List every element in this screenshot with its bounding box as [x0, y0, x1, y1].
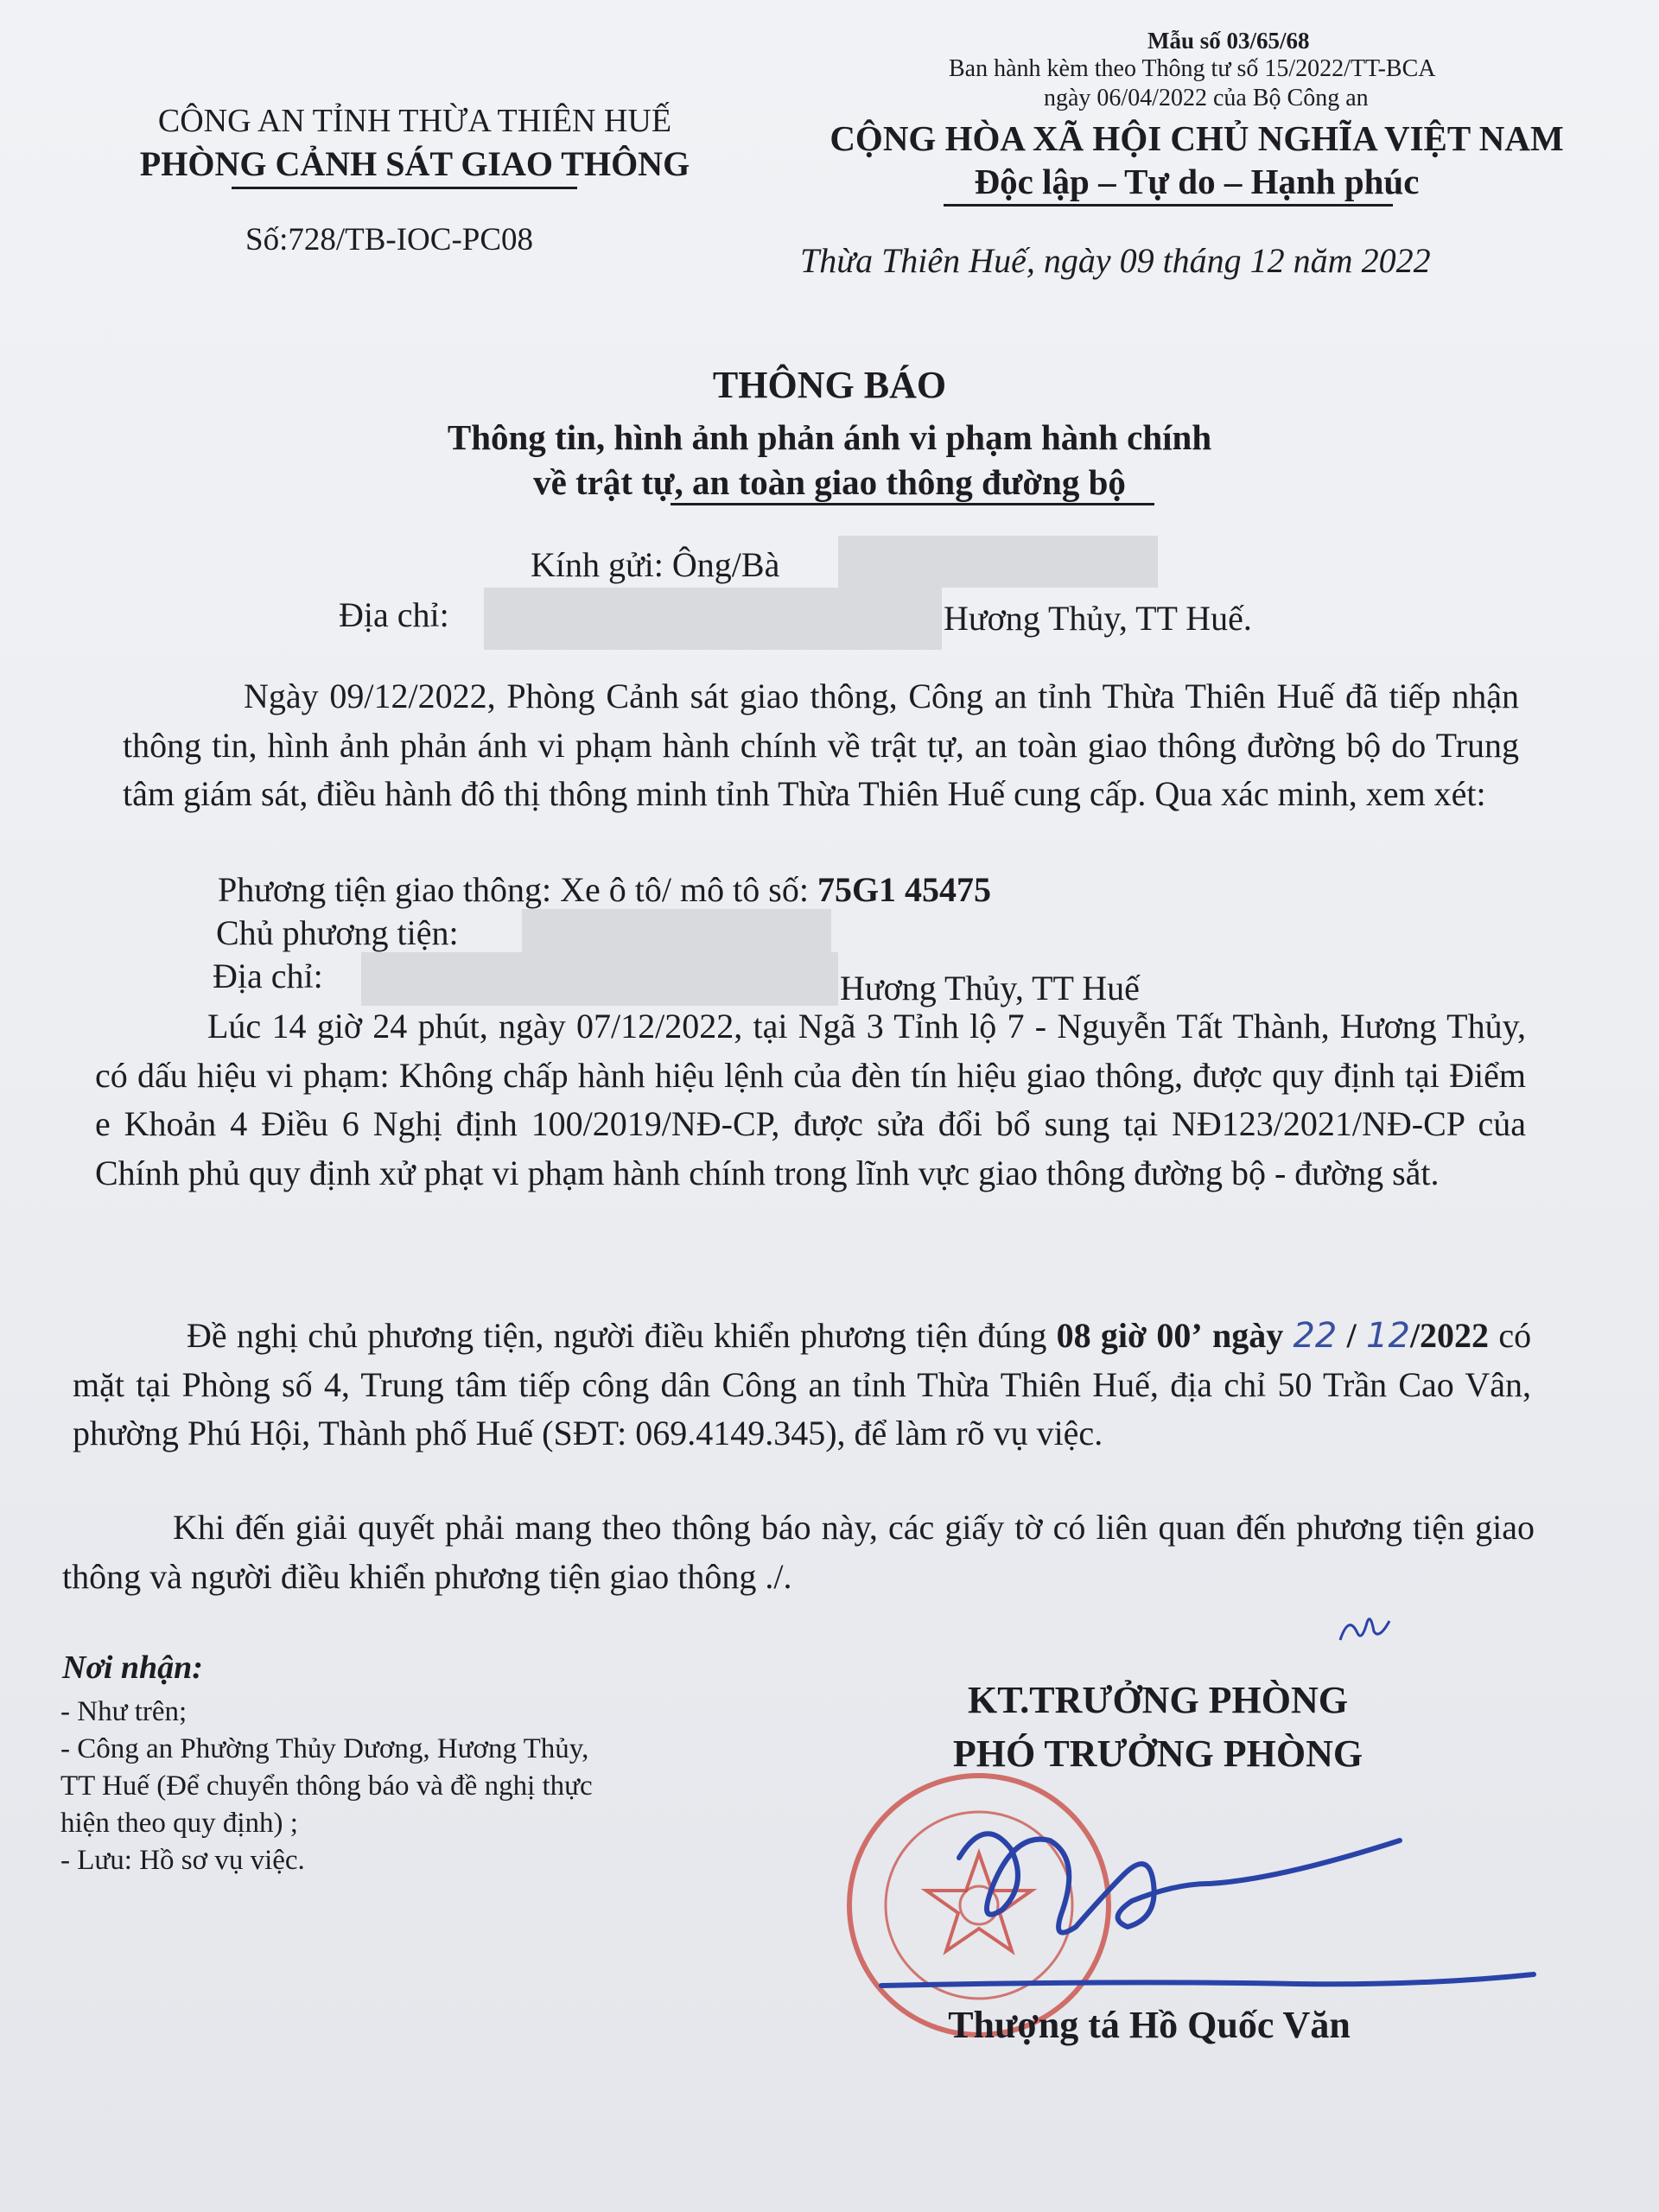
recipient-address-label: Địa chỉ:	[339, 595, 449, 634]
signature-title-1: KT.TRƯỞNG PHÒNG	[968, 1679, 1348, 1721]
doc-title: THÔNG BÁO	[712, 364, 947, 406]
p3-slash: /	[1346, 1316, 1357, 1355]
p3-year: /2022	[1409, 1316, 1490, 1355]
agency-underline	[232, 187, 577, 189]
p3-month-handwritten: 12	[1366, 1316, 1410, 1356]
p3-lead: Đề nghị chủ phương tiện, người điều khiển phương tiện đúng	[187, 1316, 1047, 1355]
owner-address-label: Địa chỉ:	[213, 957, 323, 995]
p3-time: 08 giờ 00’	[1056, 1316, 1203, 1355]
owner-address-suffix: Hương Thủy, TT Huế	[840, 969, 1140, 1007]
recipients-heading: Nơi nhận:	[62, 1649, 203, 1686]
salutation: Kính gửi: Ông/Bà	[531, 545, 780, 584]
paragraph-3	[73, 1312, 1531, 1459]
agency-department: PHÒNG CẢNH SÁT GIAO THÔNG	[139, 144, 690, 183]
redacted-owner-name	[522, 909, 831, 956]
document-number: Số:728/TB-IOC-PC08	[245, 222, 534, 257]
doc-subtitle-2: về trật tự, an toàn giao thông đường bộ	[533, 462, 1126, 502]
handwritten-signature	[864, 1780, 1555, 2022]
recipients-item: TT Huế (Để chuyển thông báo và đề nghị thực	[60, 1770, 593, 1802]
redacted-recipient-name	[838, 536, 1158, 588]
initial-mark	[1336, 1605, 1396, 1649]
redacted-owner-address	[361, 952, 838, 1006]
form-issued-date: ngày 06/04/2022 của Bộ Công an	[1044, 85, 1369, 111]
nation-name: CỘNG HÒA XÃ HỘI CHỦ NGHĨA VIỆT NAM	[830, 118, 1564, 158]
p3-day-handwritten: 22	[1293, 1316, 1338, 1356]
vehicle-label: Phương tiện giao thông: Xe ô tô/ mô tô số:	[218, 870, 809, 909]
paragraph-4: Khi đến giải quyết phải mang theo thông báo này, các giấy tờ có liên quan đến phương tiện giao thông và người điều khiển phương tiện giao thông ./.	[62, 1508, 1535, 1596]
recipients-item: - Như trên;	[60, 1696, 188, 1727]
form-issued-with: Ban hành kèm theo Thông tư số 15/2022/TT-BCA	[949, 55, 1436, 82]
recipients-item: hiện theo quy định) ;	[60, 1808, 298, 1839]
p3-day-word: ngày	[1211, 1316, 1284, 1355]
owner-label: Chủ phương tiện:	[216, 913, 459, 952]
recipients-item: - Lưu: Hồ sơ vụ việc.	[60, 1845, 305, 1876]
signer-name: Thượng tá Hồ Quốc Văn	[948, 2004, 1351, 2046]
recipient-address-suffix: Hương Thủy, TT Huế.	[944, 599, 1252, 638]
title-underline	[671, 503, 1154, 505]
paragraph-2: Lúc 14 giờ 24 phút, ngày 07/12/2022, tại Ngã 3 Tỉnh lộ 7 - Nguyễn Tất Thành, Hương Thủy, có dấu hiệu vi phạm: Không chấp hành hiệu lệnh của đèn tín hiệu giao thông, được quy định tại Điểm e Khoản 4 Điều 6 Nghị định 100/2019/NĐ-CP, được sửa đổi bổ sung tại NĐ123/2021/NĐ-CP của Chính phủ quy định xử phạt vi phạm hành chính trong lĩnh vực giao thông đường bộ - đường sắt.	[95, 1007, 1526, 1192]
p3-rest: có mặt tại Phòng số 4, Trung tâm tiếp công dân Công an tỉnh Thừa Thiên Huế, địa chỉ 50 Trần Cao Vân, phường Phú Hội, Thành phố Huế (SĐT: 069.4149.345), để làm rõ vụ việc.	[73, 1316, 1532, 1452]
agency-parent: CÔNG AN TỈNH THỪA THIÊN HUẾ	[157, 103, 672, 139]
vehicle-plate: 75G1 45475	[817, 870, 992, 909]
signature-title-2: PHÓ TRƯỞNG PHÒNG	[952, 1732, 1363, 1775]
redacted-recipient-address	[484, 588, 942, 650]
doc-subtitle-1: Thông tin, hình ảnh phản ánh vi phạm hành chính	[447, 417, 1212, 457]
vehicle-line	[218, 869, 991, 910]
form-number: Mẫu số 03/65/68	[1147, 28, 1310, 54]
place-date: Thừa Thiên Huế, ngày 09 tháng 12 năm 2022	[800, 241, 1431, 280]
recipients-list	[60, 1694, 593, 1879]
recipients-item: - Công an Phường Thủy Dương, Hương Thủy,	[60, 1733, 589, 1764]
paragraph-1: Ngày 09/12/2022, Phòng Cảnh sát giao thông, Công an tỉnh Thừa Thiên Huế đã tiếp nhận thông tin, hình ảnh phản ánh vi phạm hành chính về trật tự, an toàn giao thông đường bộ do Trung tâm giám sát, điều hành đô thị thông minh tỉnh Thừa Thiên Huế cung cấp. Qua xác minh, xem xét:	[123, 677, 1519, 813]
nation-motto: Độc lập – Tự do – Hạnh phúc	[974, 162, 1420, 201]
motto-underline	[944, 204, 1393, 207]
